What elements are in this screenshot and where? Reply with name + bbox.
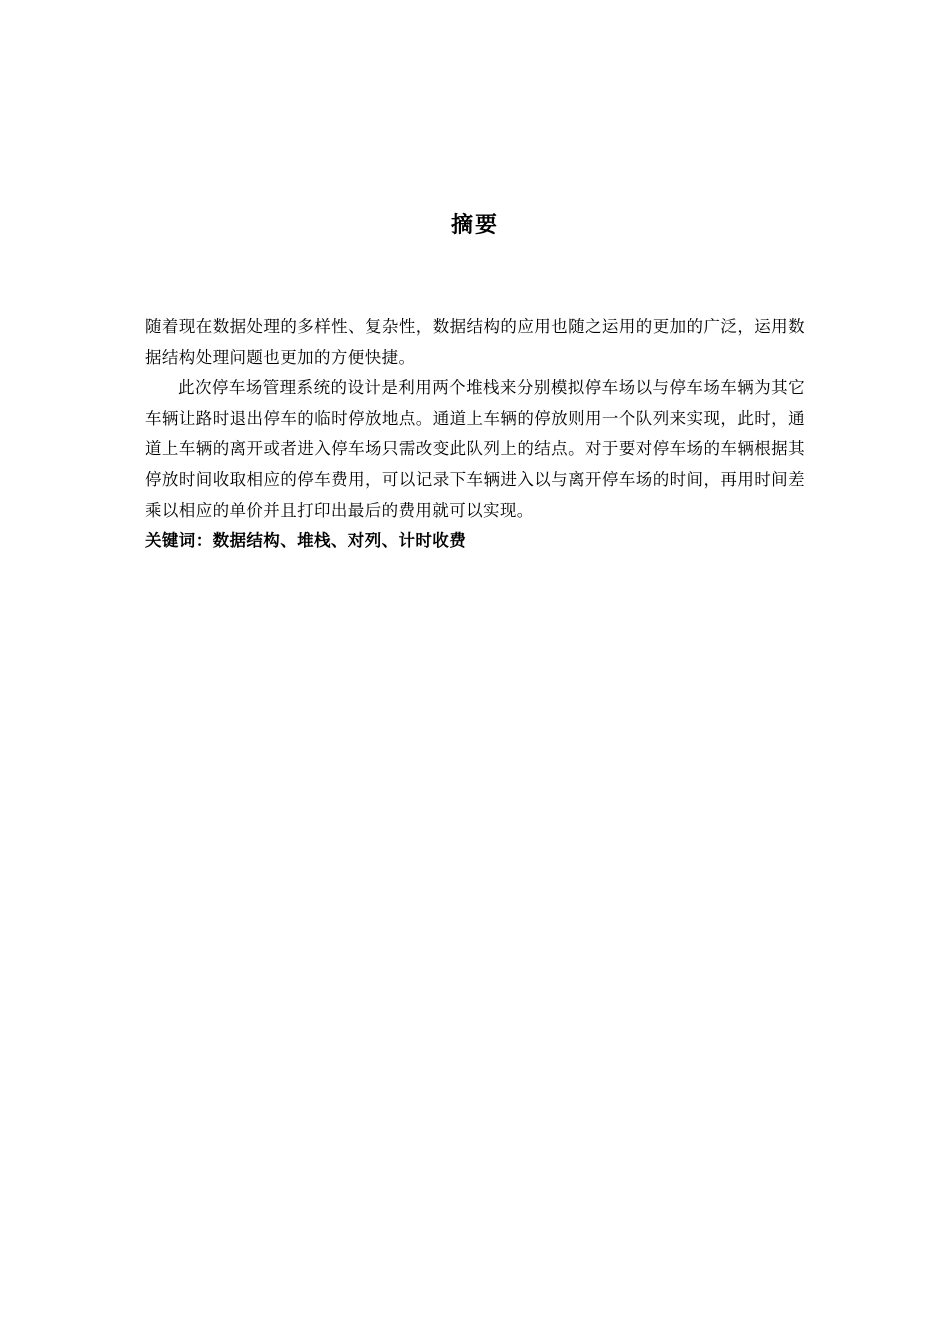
abstract-paragraph-1: 随着现在数据处理的多样性、复杂性，数据结构的应用也随之运用的更加的广泛，运用数据结构处理问题也更加的方便快捷。 <box>145 317 805 367</box>
keywords-line: 关键词：数据结构、堆栈、对列、计时收费 <box>145 531 467 551</box>
abstract-paragraph-2: 此次停车场管理系统的设计是利用两个堆栈来分别模拟停车场以与停车场车辆为其它车辆让路时退出停车的临时停放地点。通道上车辆的停放则用一个队列来实现，此时，通道上车辆的离开或者进入停车场只需改变此队列上的结点。对于要对停车场的车辆根据其停放时间收取相应的停车费用，可以记录下车辆进入以与离开停车场的时间，再用时间差乘以相应的单价并且打印出最后的费用就可以实现。 <box>145 378 805 520</box>
abstract-body <box>145 312 805 557</box>
page-title: 摘要 <box>450 212 499 238</box>
